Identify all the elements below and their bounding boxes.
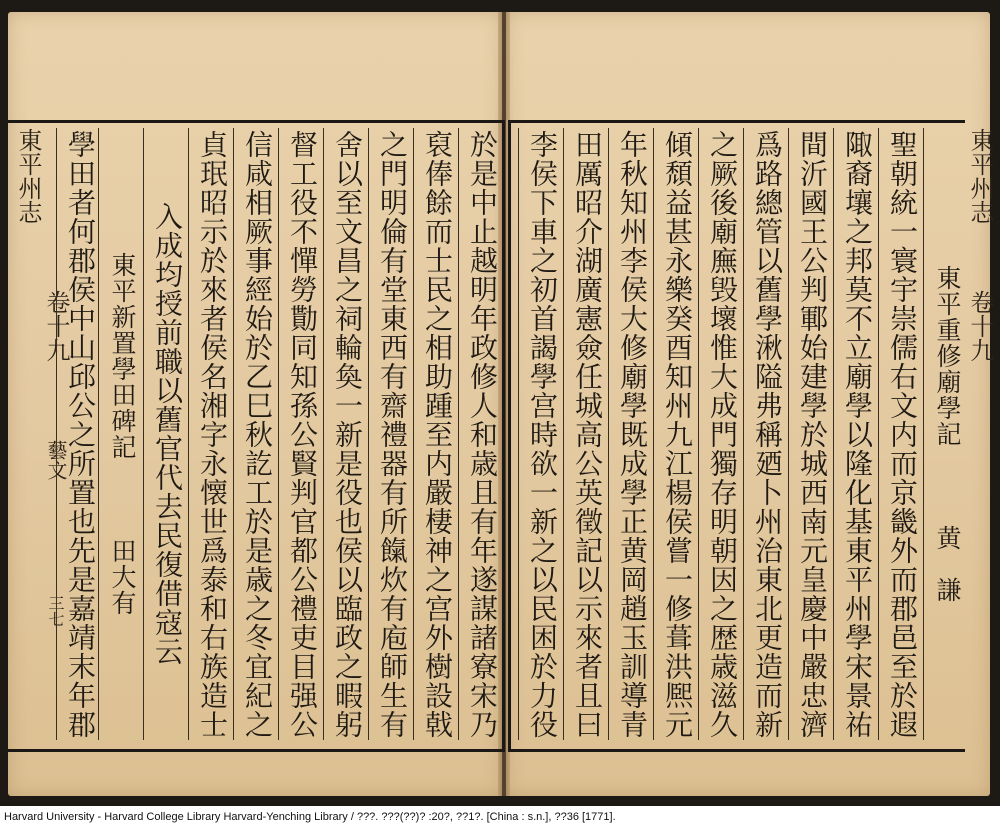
- right-text-column: 之厥後廟廡毁壞惟大成門獨存明朝因之歴歳滋久: [698, 128, 739, 740]
- right-margin-title: 東平州志: [966, 128, 994, 224]
- right-text-column: 李侯下車之初首謁學宫時欲一新之以民困於力役: [518, 128, 559, 740]
- right-text-column-heading: 東平重修廟學記 黄 謙: [923, 128, 964, 740]
- right-text-column: 爲路總管以舊學湫隘弗稱廼卜州治東北更造而新: [743, 128, 784, 740]
- right-margin-volume: 卷十九: [966, 290, 994, 362]
- left-text-column: 舍以至文昌之祠輪奐一新是役也侯以臨政之暇躬: [323, 128, 364, 740]
- left-text-column-heading: 東平新置學田碑記 田大有: [98, 128, 139, 740]
- right-text-column: 田厲昭介湖廣憲僉任城高公英徵記以示來者且曰: [563, 128, 604, 740]
- right-text-column: 陬裔壤之邦莫不立廟學以隆化基東平州學宋景祐: [833, 128, 874, 740]
- left-margin-title: 東平州志: [14, 128, 42, 224]
- right-text-column: 間沂國王公判鄆始建學於城西南元皇慶中嚴忠濟: [788, 128, 829, 740]
- left-text-column: 於是中止越明年政修人和歳且有年遂謀諸寮宋乃: [458, 128, 499, 740]
- left-text-column: 裒俸餘而士民之相助踵至内嚴棲神之宫外樹設戟: [413, 128, 454, 740]
- right-text-column: 傾頹益甚永樂癸酉知州九江楊侯嘗一修葺洪熈元: [653, 128, 694, 740]
- left-text-column: 督工役不憚勞勩同知孫公賢判官都公禮吏目强公: [278, 128, 319, 740]
- left-text-column: 貞珉昭示於來者侯名湘字永懐世爲泰和右族造士: [188, 128, 229, 740]
- right-text-column: 聖朝統一寰宇崇儒右文内而京畿外而郡邑至於遐: [878, 128, 919, 740]
- left-text-column: 信咸相厥事經始於乙巳秋訖工於是歳之冬宜紀之: [233, 128, 274, 740]
- left-page-number: 三七: [46, 595, 65, 627]
- left-text-column: 學田者何郡侯中山邱公之所置也先是嘉靖末年郡: [56, 128, 97, 740]
- left-margin-volume: 卷十九: [42, 290, 70, 362]
- left-text-column: 之門明倫有堂東西有齋禮器有所餼炊有庖師生有: [368, 128, 409, 740]
- left-margin-section: 藝文: [44, 440, 68, 480]
- image-credit-footer: Harvard University - Harvard College Library Harvard-Yenching Library / ???. ???(??)? :20?, ??1?. [China : s.n.], ??36 [1771].: [0, 806, 1000, 828]
- right-text-column: 年秋知州李侯大修廟學既成學正黄岡趙玉訓導青: [608, 128, 649, 740]
- left-text-column: 入成均授前職以舊官代去民復借寇云: [143, 128, 184, 740]
